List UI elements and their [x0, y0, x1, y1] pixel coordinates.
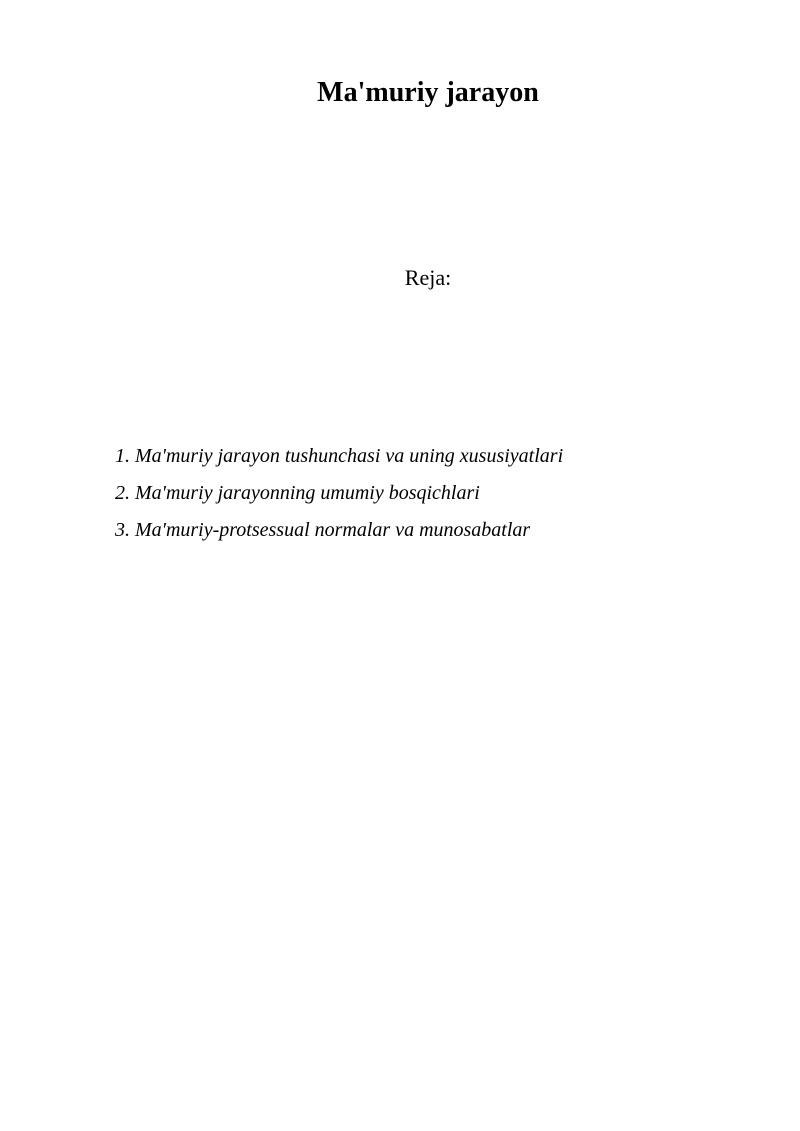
page-title: Ma'muriy jarayon [317, 77, 539, 108]
plan-heading: Reja: [404, 265, 452, 290]
plan-list [115, 438, 563, 549]
plan-item-1: 1. Ma'muriy jarayon tushunchasi va uning xususiyatlari [115, 445, 564, 467]
plan-item-3: 3. Ma'muriy-protsessual normalar va munosabatlar [115, 519, 531, 541]
plan-item-2: 2. Ma'muriy jarayonning umumiy bosqichlari [115, 482, 480, 504]
